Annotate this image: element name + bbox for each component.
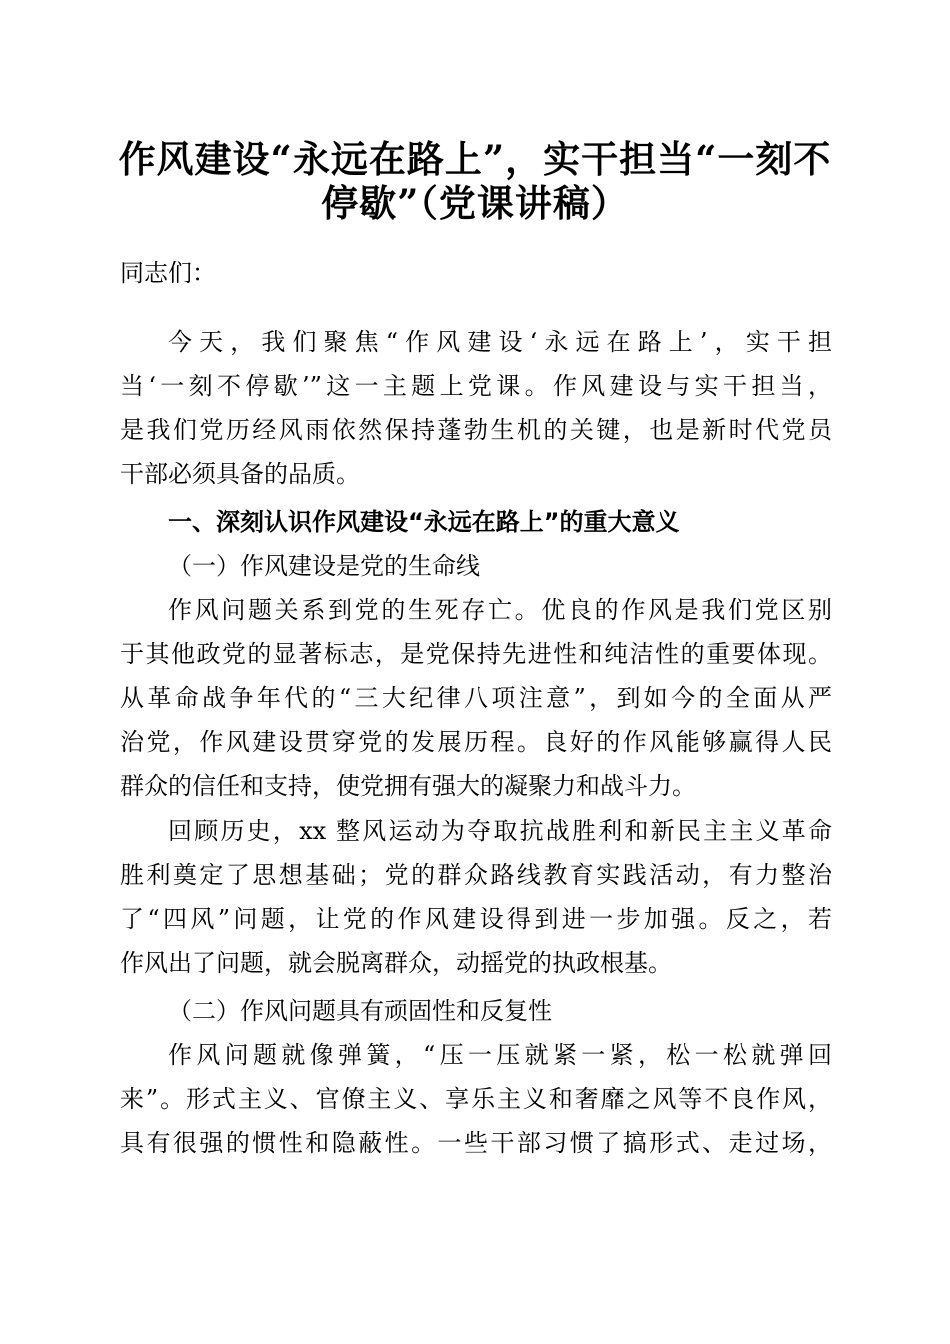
greeting: 同志们： — [120, 259, 216, 287]
sub1-para1-line-2: 于其他政党的显著标志，是党保持先进性和纯洁性的重要体现。 — [120, 640, 832, 668]
sub1-para1-line-3: 从革命战争年代的“三大纪律八项注意”，到如今的全面从严 — [120, 684, 832, 712]
sub1-para2-line-4: 作风出了问题，就会脱离群众，动摇党的执政根基。 — [120, 949, 672, 977]
sub1-para2-line-1: 回顾历史，xx 整风运动为夺取抗战胜利和新民主主义革命 — [168, 817, 832, 845]
document-title-line-1: 作风建设“永远在路上”，实干担当“一刻不 — [118, 137, 832, 181]
sub1-para1-line-4: 治党，作风建设贯穿党的发展历程。良好的作风能够赢得人民 — [120, 728, 832, 756]
subsection-2-heading: （二）作风问题具有顽固性和反复性 — [168, 997, 552, 1025]
intro-line-4: 干部必须具备的品质。 — [120, 460, 360, 488]
intro-line-2: 当‘一刻不停歇’”这一主题上党课。作风建设与实干担当， — [120, 372, 832, 400]
sub1-para2-line-3: 了“四风”问题，让党的作风建设得到进一步加强。反之，若 — [120, 905, 832, 933]
sub1-para1-line-5: 群众的信任和支持，使党拥有强大的凝聚力和战斗力。 — [120, 772, 696, 800]
sub2-para1-line-3: 具有很强的惯性和隐蔽性。一些干部习惯了搞形式、走过场， — [120, 1129, 832, 1157]
section-1-heading: 一、深刻认识作风建设“永远在路上”的重大意义 — [168, 508, 680, 536]
sub2-para1-line-2: 来”。形式主义、官僚主义、享乐主义和奢靡之风等不良作风， — [120, 1085, 832, 1113]
document-title-line-2: 停歇”（党课讲稿） — [321, 181, 629, 225]
sub1-para2-line-2: 胜利奠定了思想基础；党的群众路线教育实践活动，有力整治 — [120, 861, 832, 889]
subsection-1-heading: （一）作风建设是党的生命线 — [168, 552, 480, 580]
intro-line-3: 是我们党历经风雨依然保持蓬勃生机的关键，也是新时代党员 — [120, 416, 832, 444]
sub2-para1-line-1: 作风问题就像弹簧，“压一压就紧一紧，松一松就弹回 — [168, 1041, 832, 1069]
sub1-para1-line-1: 作风问题关系到党的生死存亡。优良的作风是我们党区别 — [168, 596, 832, 624]
intro-line-1: 今天，我们聚焦“作风建设‘永远在路上’，实干担 — [168, 328, 832, 356]
